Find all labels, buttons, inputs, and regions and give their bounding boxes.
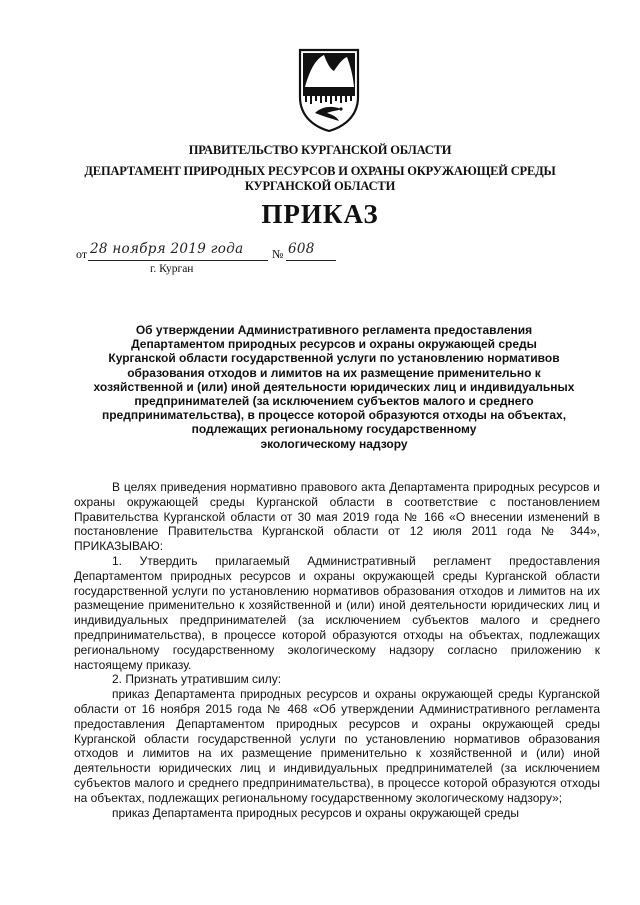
handwritten-date: 28 ноября 2019 года <box>90 241 244 257</box>
number-label: № <box>272 247 284 261</box>
subject-line: экологическому надзору <box>260 436 408 451</box>
handwritten-number: 608 <box>288 241 315 257</box>
subject-line: Курганской области государственной услуги по установлению нормативов <box>108 351 560 366</box>
city-label: г. Курган <box>150 263 194 275</box>
government-header: ПРАВИТЕЛЬСТВО КУРГАНСКОЙ ОБЛАСТИ <box>188 143 452 157</box>
order-body <box>74 480 600 820</box>
subject-line: хозяйственной и (или) иной деятельности юридических лиц и индивидуальных <box>93 379 575 394</box>
subject-line: предпринимательства), в процессе которой образуются отходы на объектах, <box>101 408 567 423</box>
date-from-label: от <box>76 247 88 261</box>
subject-line: Департаментом природных ресурсов и охраны окружающей среды <box>131 337 537 352</box>
item-2b-paragraph: приказ Департамента природных ресурсов и охраны окружающей среды <box>112 805 520 820</box>
item-1-paragraph: 1. Утвердить прилагаемый Административный регламент предоставления Департаментом природных ресурсов и охраны окружающей среды Курганской области государственной услуги по установлению нормативов образования отходов и лимитов на их размещение применительно к хозяйственной и (или) иной деятельности юридических лиц и индивидуальных предпринимателей (за исключением субъектов малого и среднего предпринимательства), в процессе которой образуются отходы на объектах, подлежащих региональному государственному экологическому надзору согласно приложению к настоящему приказу. <box>74 553 600 672</box>
subject-line: подлежащих региональному государственному <box>191 422 477 437</box>
coat-of-arms-emblem <box>297 47 361 133</box>
date-underline <box>88 260 268 261</box>
number-underline <box>286 260 336 261</box>
subject-line: Об утверждении Административного регламента предоставления <box>135 323 533 337</box>
order-subject <box>74 323 594 451</box>
item-2a-paragraph: приказ Департамента природных ресурсов и охраны окружающей среды Курганской области от 16 ноября 2015 года № 468 «Об утверждении Административного регламента предоставления Департаментом природных ресурсов и охраны окружающей среды Курганской области государственной услуги по установлению нормативов образования отходов и лимитов на их размещение применительно к хозяйственной и (или) иной деятельности юридических лиц и индивидуальных предпринимателей (за исключением субъектов малого и среднего предпринимательства), в процессе которой образуются отходы на объектах, подлежащих региональному государственному экологическому надзору»; <box>74 687 600 805</box>
intro-paragraph: В целях приведения нормативно правового акта Департамента природных ресурсов и охраны окружающей среды Курганской области в соответствие с постановлением Правительства Курганской области от 30 мая 2019 года № 166 «О внесении изменений в постановление Правительства Курганской области от 12 июля 2011 года № 344», ПРИКАЗЫВАЮ: <box>74 480 600 554</box>
item-2-paragraph: 2. Признать утратившим силу: <box>112 672 282 687</box>
department-header-line1: ДЕПАРТАМЕНТ ПРИРОДНЫХ РЕСУРСОВ И ОХРАНЫ ОКРУЖАЮЩЕЙ СРЕДЫ <box>84 164 556 178</box>
department-header-line2: КУРГАНСКОЙ ОБЛАСТИ <box>244 179 396 193</box>
dateline <box>76 243 376 263</box>
subject-line: образования отходов и лимитов на их размещение применительно к <box>127 365 541 380</box>
document-type-title: ПРИКАЗ <box>261 199 379 229</box>
subject-line: предпринимателей (за исключением субъектов малого и среднего <box>134 394 534 409</box>
